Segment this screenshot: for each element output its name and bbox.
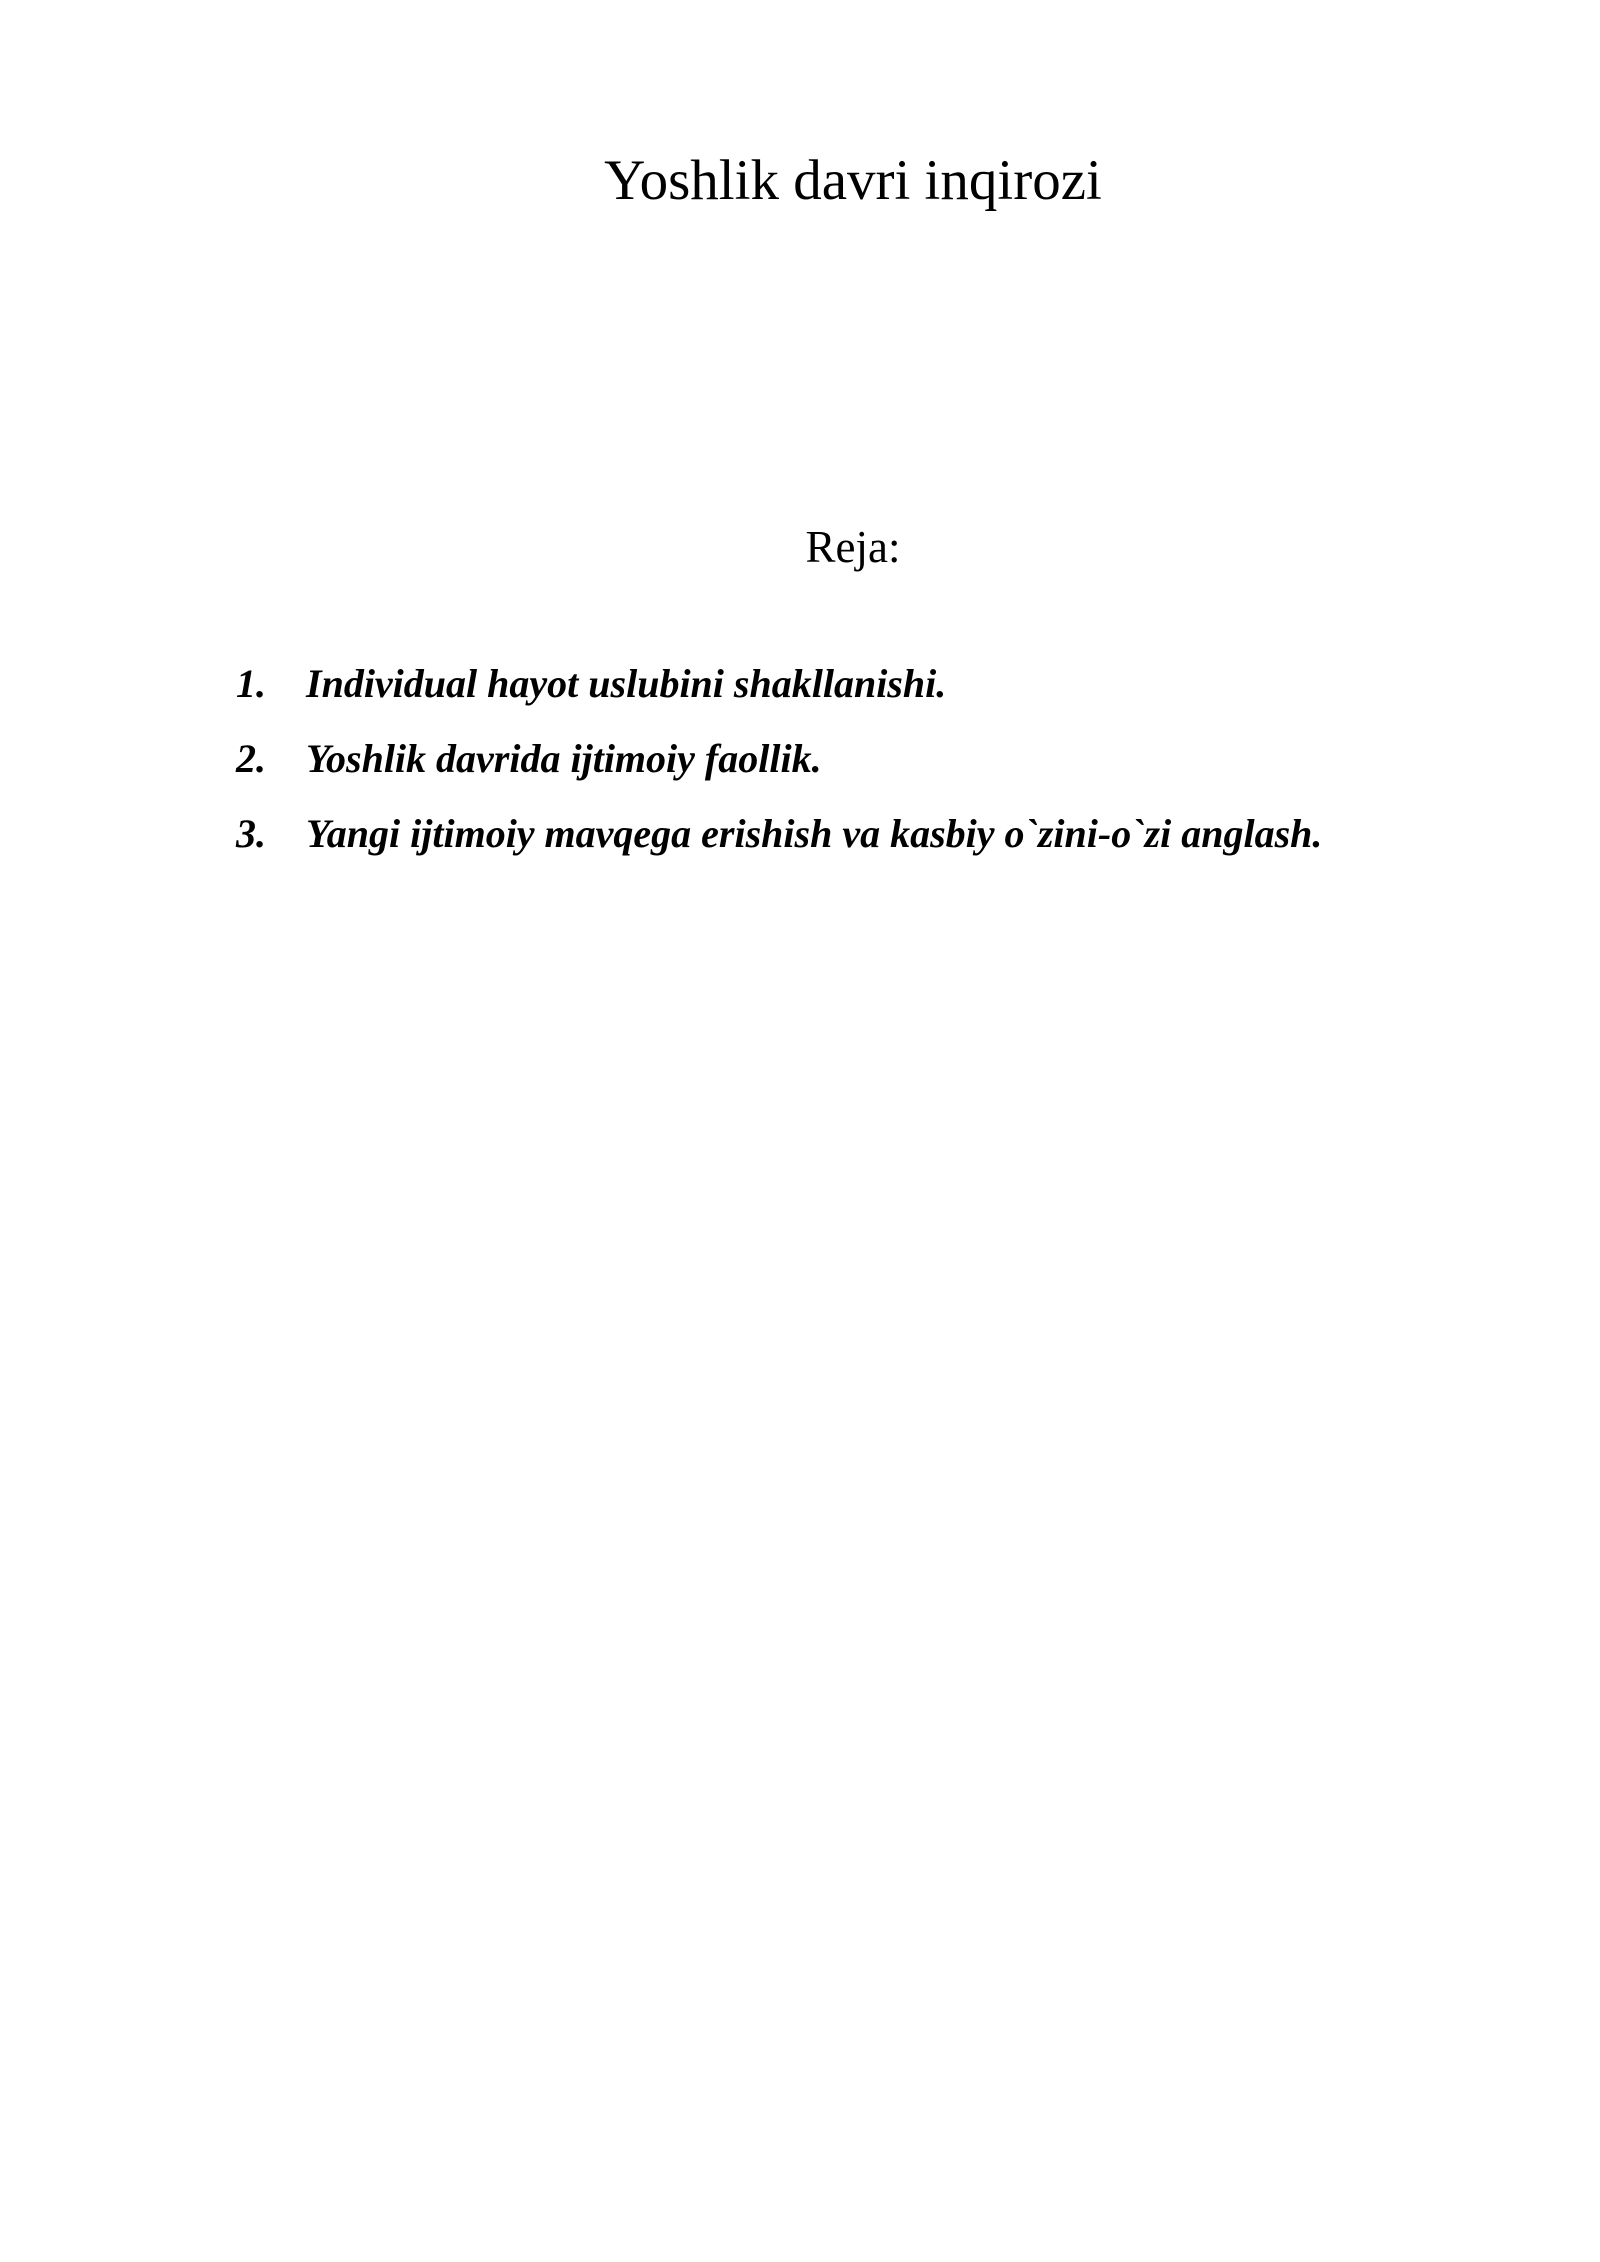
plan-item-number: 2. [236,736,266,781]
plan-item [236,810,1322,885]
plan-item [236,660,1322,735]
plan-item [236,735,1322,810]
plan-heading: Reja: [805,522,901,572]
plan-item-text: Yangi ijtimoiy mavqega erishish va kasbiy o`zini-o`zi anglash. [306,811,1323,856]
plan-list [236,660,1322,885]
plan-item-number: 1. [236,661,266,706]
plan-item-text: Individual hayot uslubini shakllanishi. [306,661,947,706]
document-title: Yoshlik davri inqirozi [604,149,1102,212]
plan-item-text: Yoshlik davrida ijtimoiy faollik. [306,736,822,781]
plan-item-number: 3. [236,811,266,856]
